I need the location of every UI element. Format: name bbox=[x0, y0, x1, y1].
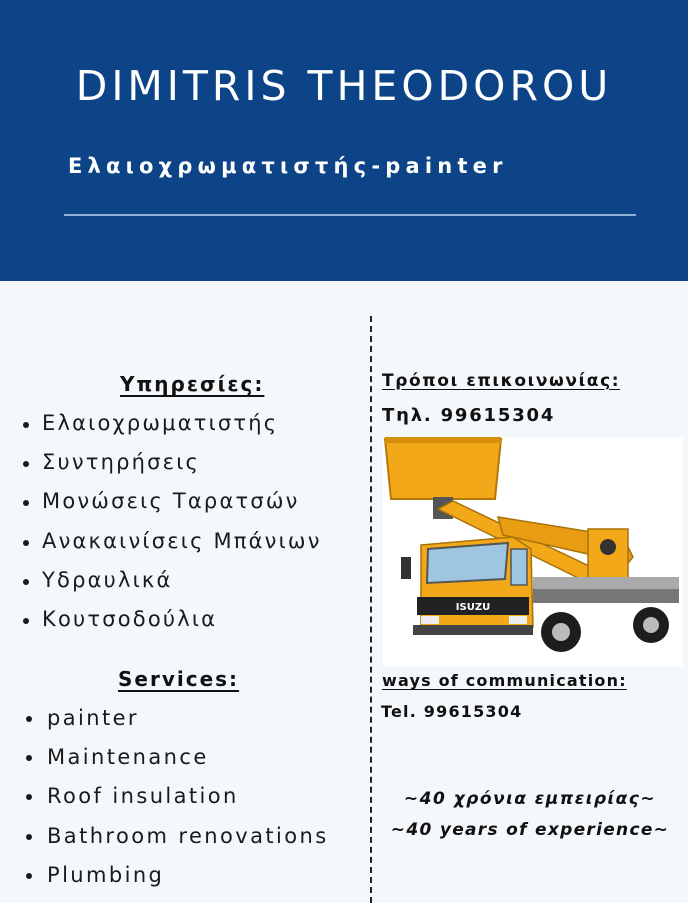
truck-image bbox=[383, 437, 683, 667]
subtitle: Ελαιοχρωματιστής-painter bbox=[68, 154, 508, 178]
phone-gr[interactable]: Τηλ. 99615304 bbox=[382, 405, 556, 426]
hubcap-rear bbox=[643, 617, 659, 633]
list-item: Μονώσεις Ταρατσών bbox=[21, 486, 322, 525]
list-item: Υδραυλικά bbox=[21, 565, 322, 604]
truck-brand: ISUZU bbox=[455, 602, 491, 613]
windshield bbox=[427, 543, 508, 583]
contact-en-heading: ways of communication: bbox=[382, 671, 627, 690]
side-window bbox=[511, 549, 527, 585]
bumper bbox=[413, 625, 533, 635]
boom-pivot bbox=[600, 539, 616, 555]
page-title: DIMITRIS THEODOROU bbox=[75, 62, 613, 110]
column-divider bbox=[370, 316, 372, 903]
contact-gr-heading: Τρόποι επικοινωνίας: bbox=[382, 371, 621, 391]
list-item: Bathroom renovations bbox=[26, 822, 329, 861]
services-en-heading: Services: bbox=[118, 667, 240, 691]
bucket bbox=[385, 439, 501, 499]
headlight-left bbox=[421, 616, 439, 624]
list-item: Ανακαινίσεις Μπάνιων bbox=[21, 526, 322, 565]
list-item: painter bbox=[26, 704, 329, 743]
bucket-rim bbox=[385, 437, 501, 443]
list-item: Roof insulation bbox=[26, 782, 329, 821]
services-gr-list bbox=[21, 408, 322, 643]
headlight-right bbox=[509, 616, 527, 624]
services-en-list bbox=[26, 704, 329, 900]
hubcap-front bbox=[552, 623, 570, 641]
mirror bbox=[401, 557, 411, 579]
list-item: Maintenance bbox=[26, 743, 329, 782]
flatbed bbox=[533, 577, 679, 589]
list-item: Κουτσοδούλια bbox=[21, 604, 322, 643]
chassis bbox=[533, 587, 679, 603]
list-item: Ελαιοχρωματιστής bbox=[21, 408, 322, 447]
experience-gr: ~40 χρόνια εμπειρίας~ bbox=[403, 789, 657, 809]
phone-en[interactable]: Tel. 99615304 bbox=[381, 702, 523, 721]
list-item: Συντηρήσεις bbox=[21, 447, 322, 486]
list-item: Plumbing bbox=[26, 861, 329, 900]
experience-en: ~40 years of experience~ bbox=[390, 820, 670, 840]
header-divider bbox=[64, 214, 636, 216]
services-gr-heading: Υπηρεσίες: bbox=[120, 372, 265, 396]
header-banner bbox=[0, 0, 688, 281]
bucket-truck-illustration bbox=[383, 437, 683, 667]
